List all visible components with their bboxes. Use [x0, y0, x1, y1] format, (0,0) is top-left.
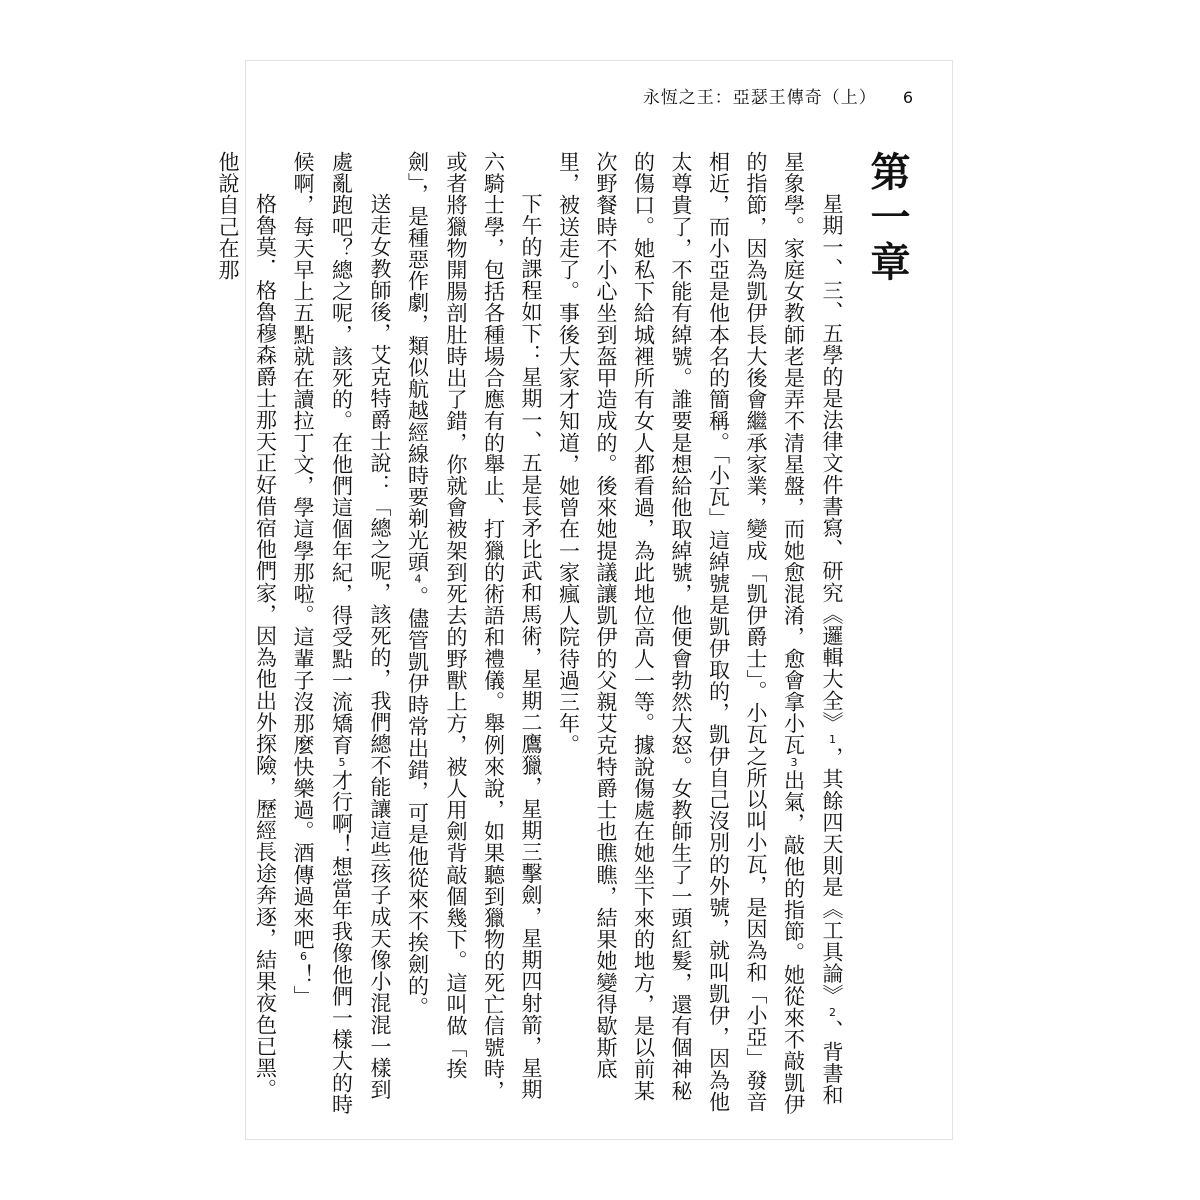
page-number: 6 [902, 88, 914, 107]
vertical-text-body [216, 151, 917, 1121]
text-run: 格魯莫．格魯穆森爵士那天正好借宿他們家，因為他出外探險，歷經長途奔逐，結果夜色已黑。他說自己在那 [216, 151, 278, 1101]
book-title: 永恆之王：亞瑟王傳奇（上） [642, 88, 877, 108]
footnote-marker: 6 [297, 950, 310, 964]
text-run: 。儘管凱伊時常出錯，可是他從來不挨劍的。 [405, 586, 430, 1019]
paragraph [549, 151, 851, 1121]
footnote-marker: 4 [411, 572, 425, 587]
paragraph [209, 151, 284, 1121]
running-header [643, 83, 914, 108]
text-run: 才行啊！想當年我像他們一樣大的時候啊，每天早上五點就在讀拉丁文，學這學那啦。這輩子沒那麼快樂過。酒傳過來吧 [291, 151, 354, 1116]
paragraph [398, 151, 549, 1121]
text-run: ，其餘四天則是《工具論》 [820, 746, 844, 1006]
paragraph [284, 151, 399, 1121]
text-run: 下午的課程如下：星期一、五是長矛比武和馬術，星期二鷹獵，星期三擊劍，星期四射箭，星期六騎士學，包括各種場合應有的舉止、打獵的術語和禮儀。舉例來說，如果聽到獵物的死亡信號時，或者將獵物開腸剖肚時出了錯，你就會被架到死去的野獸上方，被人用劍背敲個幾下。這叫做「挨劍」，是種惡作劇，類似航越經線時要剃光頭 [405, 151, 543, 1102]
text-run: 出氣，敲他的指節。她從來不敲凱伊的指節，因為凱伊長大後會繼承家業，變成「凱伊爵士」。小瓦之所以叫小瓦，是因為和「小亞」發音相近，而小亞是他本名的簡稱。「小瓦」這綽號是凱伊取的，凱伊自己沒別的外號，就叫凱伊，因為他太尊貴了，不能有綽號。誰要是想給他取綽號，他便會勃然大怒。女教師生了一頭紅髮，還有個神秘的傷口。她私下給城裡所有女人都看過，為此地位高人一等。據說傷處在她坐下來的地方，是以前某次野餐時不小心坐到盔甲造成的。後來她提議讓凱伊的父親艾克特爵士也瞧瞧，結果她變得歇斯底里，被送走了。事後大家才知道，她曾在一家瘋人院待過三年。 [556, 151, 806, 1116]
footnote-marker: 5 [335, 755, 349, 770]
book-page [216, 60, 953, 1140]
text-run: ！」 [291, 963, 315, 1008]
text-run: 送走女教師後，艾克特爵士說：「總之呢，該死的，我們總不能讓這些孩子成天像小混混一樣到處亂跑吧？總之呢，該死的。在他們這個年紀，得受點一流矯育 [329, 151, 392, 1101]
text-run: 星期一、三、五學的是法律文件書寫、研究《邏輯大全》 [820, 193, 844, 733]
text-run: 、背書和星象學。家庭女教師老是弄不清星盤，而她愈混淆，愈會拿小瓦 [781, 151, 844, 1106]
footnote-marker: 1 [826, 733, 839, 747]
chapter-title: 第一章 [864, 151, 911, 286]
footnote-marker: 2 [826, 1005, 839, 1020]
footnote-marker: 3 [787, 755, 801, 770]
